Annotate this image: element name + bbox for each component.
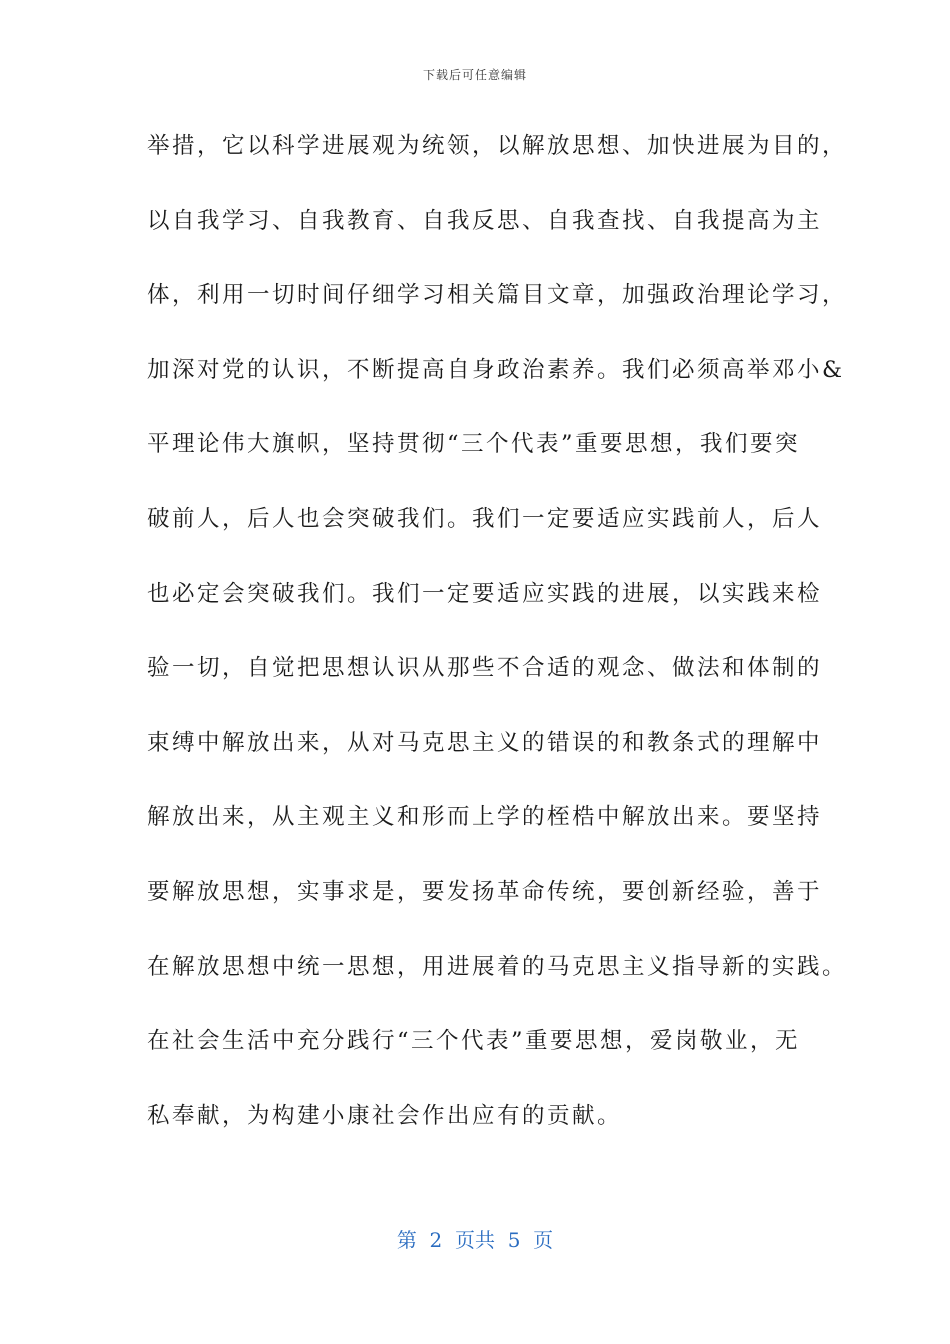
document-body	[147, 124, 848, 1168]
page-header: 下载后可任意编辑	[422, 68, 527, 82]
paragraph-line: 在社会生活中充分践行“三个代表”重要思想，爱岗敬业，无	[147, 1028, 801, 1055]
paragraph-line: 也必定会突破我们。我们一定要适应实践的进展，以实践来检	[147, 580, 823, 607]
paragraph-line: 加深对党的认识，不断提高自身政治素养。我们必须高举邓小&	[147, 356, 845, 383]
paragraph-line: 束缚中解放出来，从对马克思主义的错误的和教条式的理解中	[147, 729, 823, 756]
paragraph-line: 平理论伟大旗帜，坚持贯彻“三个代表”重要思想，我们要突	[147, 431, 801, 458]
paragraph-line: 举措，它以科学进展观为统领，以解放思想、加快进展为目的，	[147, 133, 848, 159]
paragraph-line: 在解放思想中统一思想，用进展着的马克思主义指导新的实践。	[147, 953, 848, 980]
paragraph-line: 验一切，自觉把思想认识从那些不合适的观念、做法和体制的	[147, 655, 823, 682]
paragraph-line: 解放出来，从主观主义和形而上学的桎梏中解放出来。要坚持	[147, 804, 823, 831]
paragraph-line: 破前人，后人也会突破我们。我们一定要适应实践前人，后人	[147, 505, 823, 532]
paragraph-line: 以自我学习、自我教育、自我反思、自我查找、自我提高为主	[147, 207, 823, 234]
paragraph-line: 体，利用一切时间仔细学习相关篇目文章，加强政治理论学习，	[147, 282, 848, 309]
page-number: 第 2 页共 5 页	[396, 1228, 554, 1252]
paragraph-line: 私奉献，为构建小康社会作出应有的贡献。	[147, 1102, 623, 1129]
paragraph-line: 要解放思想，实事求是，要发扬革命传统，要创新经验，善于	[147, 878, 823, 905]
